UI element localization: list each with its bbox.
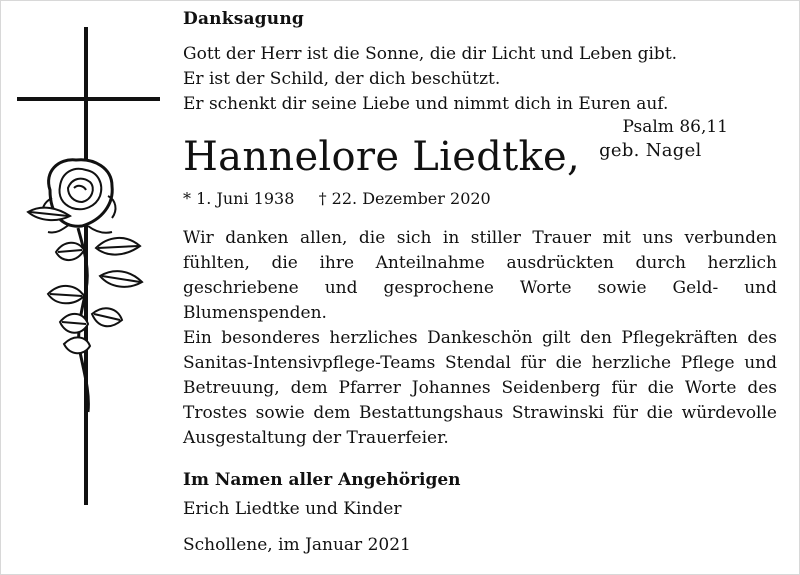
birth-date: * 1. Juni 1938 bbox=[183, 189, 295, 208]
death-date: † 22. Dezember 2020 bbox=[318, 189, 491, 208]
signature-names: Erich Liedtke und Kinder bbox=[183, 499, 402, 519]
thanks-paragraph: Ein besonderes herzliches Dankeschön gilt den Pflegekräften des Sanitas-Intensivpflege-Teams Stendal für die herzliche Pflege und Betreuung, dem Pfarrer Johannes Seidenberg für die Worte des Trostes sowie dem Bestattungshaus Strawinski für die würdevolle Ausgestaltung der Trauerfeier. bbox=[183, 328, 777, 448]
place-date: Schollene, im Januar 2021 bbox=[183, 535, 411, 555]
psalm-reference: Psalm 86,11 bbox=[622, 117, 728, 137]
verse-line: Gott der Herr ist die Sonne, die dir Licht und Leben gibt. bbox=[183, 44, 678, 64]
maiden-name: geb. Nagel bbox=[599, 140, 702, 161]
verse-line: Er schenkt dir seine Liebe und nimmt dich in Euren auf. bbox=[183, 94, 669, 114]
heading: Danksagung bbox=[183, 9, 304, 29]
life-dates bbox=[183, 189, 491, 208]
deceased-name: Hannelore Liedtke, bbox=[183, 134, 581, 180]
thanks-text bbox=[183, 226, 777, 451]
verse-line: Er ist der Schild, der dich beschützt. bbox=[183, 69, 501, 89]
thanks-paragraph: Wir danken allen, die sich in stiller Trauer mit uns verbunden fühlten, die ihre Anteilnahme ausdrückten durch herzlich geschriebene und gesprochene Worte sowie Geld- und Blumenspenden. bbox=[183, 228, 777, 323]
cross-and-rose-illustration bbox=[0, 0, 175, 575]
cross-icon bbox=[17, 27, 160, 505]
deceased-name-line bbox=[183, 134, 702, 180]
signature-heading: Im Namen aller Angehörigen bbox=[183, 470, 461, 490]
